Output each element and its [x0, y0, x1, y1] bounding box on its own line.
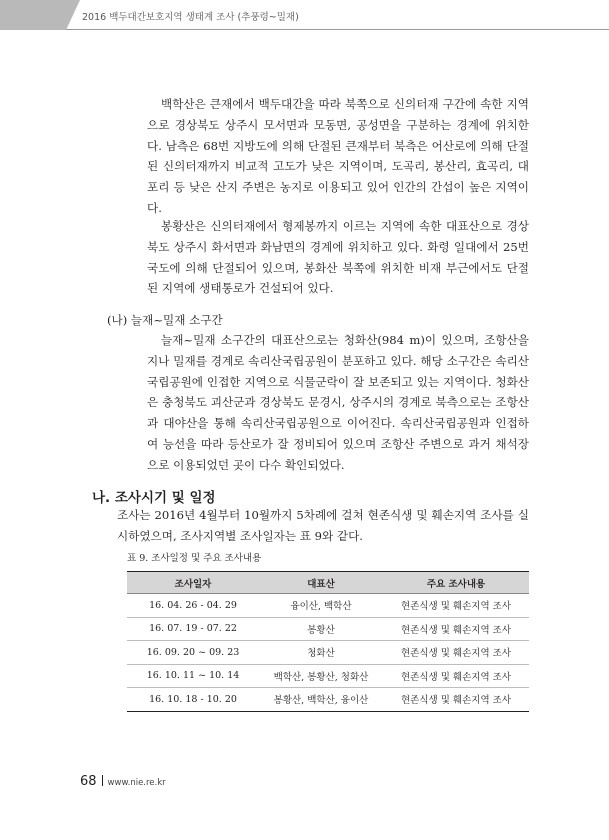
cell-date: 16. 10. 18 - 10. 20: [127, 688, 259, 712]
table-row: [127, 617, 529, 641]
survey-schedule-table: [127, 571, 529, 712]
table-row: [127, 594, 529, 618]
header-tab: [0, 0, 66, 30]
paragraph-bonghwangsan: 봉황산은 신의터재에서 형제봉까지 이르는 지역에 속한 대표산으로 경상북도 상주시 화서면과 화남면의 경계에 위치하고 있다. 화령 일대에서 25번 국도에 의해 단절되어 있으며, 봉화산 북쪽에 위치한 비재 부근에서도 단절된 지역에 생태통로가 건설되어 있다.: [147, 219, 529, 296]
column-header-mountain: 대표산: [259, 572, 383, 594]
page-number: 68: [80, 774, 97, 789]
cell-content: 현존식생 및 훼손지역 조사: [383, 594, 529, 618]
paragraph-baekhaksan: 백학산은 큰재에서 백두대간을 따라 북쪽으로 신의터재 구간에 속한 지역으로 경상북도 상주시 모서면과 모동면, 공성면을 구분하는 경계에 위치한다. 남측은 68번 지방도에 의해 단절된 큰재부터 북측은 어산로에 의해 단절된 신의터재까지 비교적 고도가 낮은 지역이며, 도곡리, 봉산리, 효곡리, 대포리 등 낮은 산지 주변은 농지로 이용되고 있어 인간의 간섭이 높은 지역이다.: [147, 97, 529, 215]
sub-heading-neuljae-miljae: (나) 늘재~밀재 소구간: [107, 313, 223, 327]
footer-divider: [102, 775, 103, 786]
cell-content: 현존식생 및 훼손지역 조사: [383, 617, 529, 641]
cell-content: 현존식생 및 훼손지역 조사: [383, 664, 529, 688]
table-row: [127, 664, 529, 688]
paragraph-survey-period: 조사는 2016년 4월부터 10월까지 5차례에 걸쳐 현존식생 및 훼손지역 조사를 실시하였으며, 조사지역별 조사일자는 표 9와 같다.: [117, 508, 529, 543]
header-rule: [66, 29, 609, 30]
column-header-date: 조사일자: [127, 572, 259, 594]
running-title: 2016 백두대간보호지역 생태계 조사 (추풍령~밀재): [82, 12, 299, 23]
table-caption: 표 9. 조사일정 및 주요 조사내용: [127, 553, 262, 564]
cell-mountain: 봉황산: [259, 617, 383, 641]
cell-mountain: 백학산, 봉황산, 청화산: [259, 664, 383, 688]
cell-content: 현존식생 및 훼손지역 조사: [383, 688, 529, 712]
section-heading: 나. 조사시기 및 일정: [92, 490, 216, 506]
header-tab-notch: [66, 0, 80, 30]
cell-date: 16. 04. 26 - 04. 29: [127, 594, 259, 618]
footer-url: www.nie.re.kr: [107, 778, 166, 788]
cell-content: 현존식생 및 훼손지역 조사: [383, 641, 529, 665]
cell-date: 16. 07. 19 - 07. 22: [127, 617, 259, 641]
cell-date: 16. 09. 20 ~ 09. 23: [127, 641, 259, 665]
column-header-content: 주요 조사내용: [383, 572, 529, 594]
table-header-row: [127, 572, 529, 594]
page-footer: [80, 770, 166, 789]
running-header: [0, 0, 609, 30]
table-row: [127, 641, 529, 665]
cell-date: 16. 10. 11 ~ 10. 14: [127, 664, 259, 688]
table-row: [127, 688, 529, 712]
cell-mountain: 융이산, 백학산: [259, 594, 383, 618]
cell-mountain: 청화산: [259, 641, 383, 665]
cell-mountain: 봉황산, 백학산, 융이산: [259, 688, 383, 712]
paragraph-cheonghwasan: 늘재~밀재 소구간의 대표산으로는 청화산(984 m)이 있으며, 조항산을 지나 밀재를 경계로 속리산국립공원이 분포하고 있다. 해당 소구간은 속리산국립공원에 인접한 지역으로 식물군락이 잘 보존되고 있는 지역이다. 청화산은 충청북도 괴산군과 경상북도 문경시, 상주시의 경계로 북측으로는 조항산과 대야산을 통해 속리산국립공원으로 이어진다. 속리산국립공원과 인접하여 능선을 따라 등산로가 잘 정비되어 있으며 조항산 주변으로 과거 채석장으로 이용되었던 곳이 다수 확인되었다.: [147, 333, 529, 472]
